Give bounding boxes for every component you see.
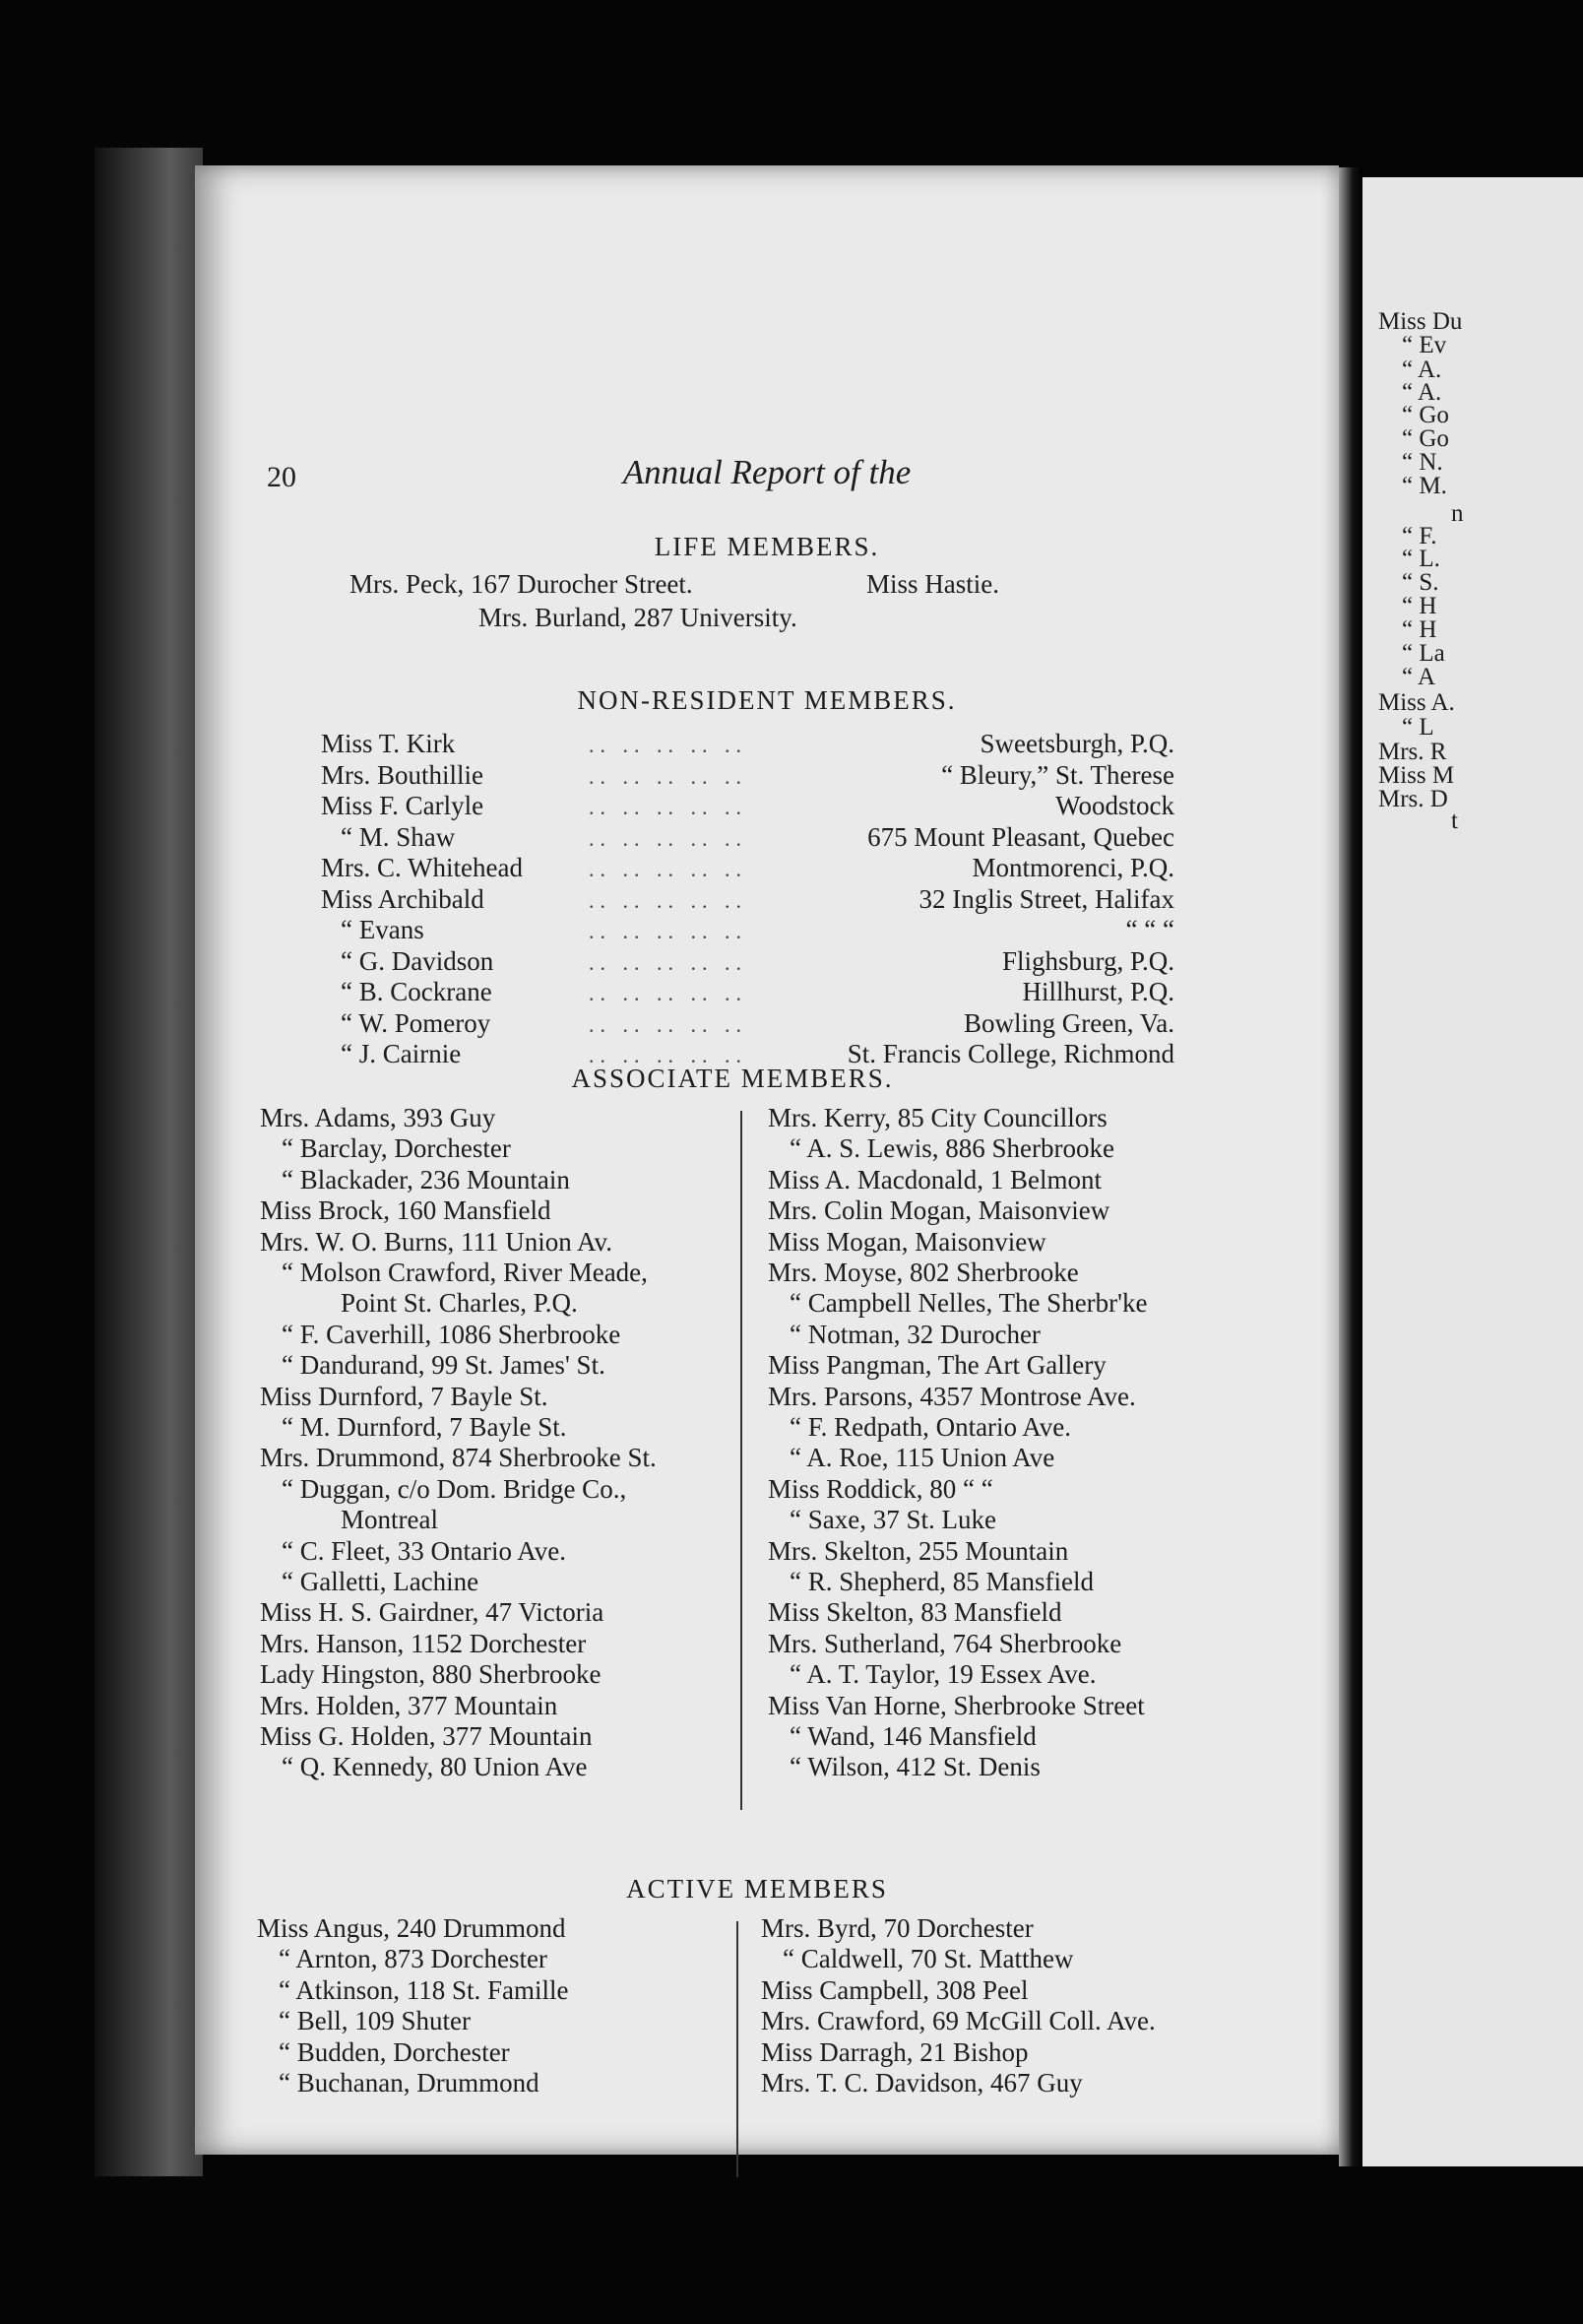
member-entry: Miss Campbell, 308 Peel xyxy=(761,1974,1029,2005)
member-entry: “ A. Roe, 115 Union Ave xyxy=(790,1443,1055,1473)
member-entry: “ Dandurand, 99 St. James' St. xyxy=(282,1350,605,1381)
non-resident-name: Miss Archibald xyxy=(321,883,484,914)
leader-dots: .. .. .. .. .. xyxy=(589,1011,747,1037)
non-resident-location: Bowling Green, Va. xyxy=(964,1007,1174,1038)
member-entry: Mrs. Kerry, 85 City Councillors xyxy=(768,1103,1108,1132)
member-entry: Mrs. Crawford, 69 McGill Coll. Ave. xyxy=(761,2006,1156,2036)
member-entry: “ Atkinson, 118 St. Famille xyxy=(279,1974,569,2005)
non-resident-location: St. Francis College, Richmond xyxy=(847,1039,1174,1068)
non-resident-location: “ Bleury,” St. Therese xyxy=(941,759,1174,790)
member-entry: “ Bell, 109 Shuter xyxy=(279,2006,471,2036)
member-entry: “ Caldwell, 70 St. Matthew xyxy=(783,1944,1074,1974)
member-entry: Lady Hingston, 880 Sherbrooke xyxy=(260,1659,602,1690)
facing-page-line: “ H xyxy=(1402,593,1437,619)
facing-page-line: “ La xyxy=(1402,640,1445,667)
book-spine-shadow xyxy=(95,148,203,2176)
non-resident-name: Miss T. Kirk xyxy=(321,729,456,758)
non-resident-location: 32 Inglis Street, Halifax xyxy=(918,883,1174,914)
member-entry: Mrs. T. C. Davidson, 467 Guy xyxy=(761,2068,1083,2098)
facing-page-line: “ A. xyxy=(1402,379,1442,406)
member-entry: Mrs. Parsons, 4357 Montrose Ave. xyxy=(768,1381,1136,1411)
member-entry: “ Galletti, Lachine xyxy=(282,1567,479,1596)
facing-page-line: Miss A. xyxy=(1378,689,1455,716)
non-resident-heading: NON-RESIDENT MEMBERS. xyxy=(577,685,957,715)
non-resident-location: Flighsburg, P.Q. xyxy=(1001,945,1174,976)
non-resident-location: “ “ “ xyxy=(1125,915,1174,944)
facing-page-line: “ L. xyxy=(1402,546,1440,572)
life-member-line: Mrs. Burland, 287 University. xyxy=(478,603,797,632)
facing-page-line: “ F. xyxy=(1402,523,1437,549)
member-entry: “ A. T. Taylor, 19 Essex Ave. xyxy=(790,1659,1097,1690)
member-entry: “ Arnton, 873 Dorchester xyxy=(279,1944,547,1974)
non-resident-name: Mrs. Bouthillie xyxy=(321,759,484,790)
member-entry: Miss Skelton, 83 Mansfield xyxy=(768,1597,1062,1628)
non-resident-name: “ Evans xyxy=(341,915,424,944)
non-resident-location: Montmorenci, P.Q. xyxy=(972,853,1174,882)
non-resident-location: 675 Mount Pleasant, Quebec xyxy=(867,821,1174,852)
member-entry: Mrs. Sutherland, 764 Sherbrooke xyxy=(768,1628,1122,1658)
facing-page-line: “ L xyxy=(1402,714,1434,741)
member-entry: Miss Mogan, Maisonview xyxy=(768,1226,1046,1257)
non-resident-name: “ J. Cairnie xyxy=(341,1039,462,1068)
member-entry: “ Notman, 32 Durocher xyxy=(790,1319,1041,1349)
running-head: Annual Report of the xyxy=(622,453,912,491)
leader-dots: .. .. .. .. .. xyxy=(589,1043,747,1067)
member-entry: “ Budden, Dorchester xyxy=(279,2036,510,2067)
member-entry: Mrs. Drummond, 874 Sherbrooke St. xyxy=(260,1443,657,1473)
non-resident-location: Woodstock xyxy=(1055,791,1174,820)
life-member-line: Miss Hastie. xyxy=(866,569,999,599)
active-heading: ACTIVE MEMBERS xyxy=(626,1874,888,1904)
facing-page-line: “ A. xyxy=(1402,356,1442,383)
member-entry: Mrs. Moyse, 802 Sherbrooke xyxy=(768,1258,1079,1287)
non-resident-name: “ G. Davidson xyxy=(341,945,494,976)
non-resident-name: Mrs. C. Whitehead xyxy=(321,853,523,882)
left-page xyxy=(195,165,1339,2155)
member-entry: “ Wilson, 412 St. Denis xyxy=(790,1752,1041,1782)
non-resident-location: Sweetsburgh, P.Q. xyxy=(980,729,1174,758)
member-entry: “ A. S. Lewis, 886 Sherbrooke xyxy=(790,1133,1114,1164)
member-entry: “ Saxe, 37 St. Luke xyxy=(790,1505,996,1535)
member-entry: “ Duggan, c/o Dom. Bridge Co., xyxy=(282,1473,627,1504)
facing-page-line: “ Go xyxy=(1402,402,1449,428)
member-entry: Miss Darragh, 21 Bishop xyxy=(761,2036,1029,2067)
member-entry: “ Barclay, Dorchester xyxy=(282,1133,511,1164)
column-divider xyxy=(736,1921,738,2177)
facing-page-line: Mrs. D xyxy=(1378,786,1448,812)
leader-dots: .. .. .. .. .. xyxy=(589,981,747,1005)
member-entry: Miss Pangman, The Art Gallery xyxy=(768,1350,1107,1381)
leader-dots: .. .. .. .. .. xyxy=(589,949,747,975)
leader-dots: .. .. .. .. .. xyxy=(589,919,747,943)
facing-page-line: Mrs. R xyxy=(1378,739,1447,765)
facing-page-line: “ Go xyxy=(1402,425,1449,452)
member-entry: Miss Angus, 240 Drummond xyxy=(257,1913,566,1943)
page-number: 20 xyxy=(267,461,296,493)
member-entry: “ Wand, 146 Mansfield xyxy=(790,1721,1037,1751)
facing-page-line: “ Ev xyxy=(1402,332,1447,358)
member-entry: Mrs. Skelton, 255 Mountain xyxy=(768,1535,1069,1566)
leader-dots: .. .. .. .. .. xyxy=(589,857,747,881)
member-entry: Miss Roddick, 80 “ “ xyxy=(768,1473,993,1504)
member-entry: Miss Van Horne, Sherbrooke Street xyxy=(768,1690,1145,1720)
facing-page-line: Miss Du xyxy=(1378,308,1463,335)
associate-heading: ASSOCIATE MEMBERS. xyxy=(571,1064,894,1093)
member-entry: “ Molson Crawford, River Meade, xyxy=(282,1258,648,1287)
member-entry: “ R. Shepherd, 85 Mansfield xyxy=(790,1567,1094,1596)
leader-dots: .. .. .. .. .. xyxy=(589,887,747,913)
facing-page-line: “ M. xyxy=(1402,473,1447,499)
facing-page-fragment xyxy=(1362,177,1583,2166)
facing-page-line: t xyxy=(1451,807,1458,834)
facing-page-line: Miss M xyxy=(1378,762,1455,789)
member-entry: Miss Durnford, 7 Bayle St. xyxy=(260,1381,548,1411)
facing-page-line: “ H xyxy=(1402,616,1437,643)
member-entry: Miss A. Macdonald, 1 Belmont xyxy=(768,1164,1102,1194)
non-resident-name: Miss F. Carlyle xyxy=(321,791,484,820)
member-entry: Mrs. Adams, 393 Guy xyxy=(260,1103,496,1132)
member-entry: Mrs. Hanson, 1152 Dorchester xyxy=(260,1628,587,1658)
member-entry: Mrs. Colin Mogan, Maisonview xyxy=(768,1195,1110,1226)
leader-dots: .. .. .. .. .. xyxy=(589,795,747,819)
member-entry: “ Campbell Nelles, The Sherbr'ke xyxy=(790,1288,1148,1319)
member-entry: “ Buchanan, Drummond xyxy=(279,2068,539,2098)
member-entry: “ F. Redpath, Ontario Ave. xyxy=(790,1412,1072,1442)
column-divider xyxy=(740,1111,742,1810)
non-resident-name: “ W. Pomeroy xyxy=(341,1007,491,1038)
member-entry: Point St. Charles, P.Q. xyxy=(341,1288,578,1319)
member-entry: Miss G. Holden, 377 Mountain xyxy=(260,1721,593,1751)
life-member-line: Mrs. Peck, 167 Durocher Street. xyxy=(349,569,693,599)
member-entry: Mrs. Byrd, 70 Dorchester xyxy=(761,1913,1034,1943)
non-resident-name: “ M. Shaw xyxy=(341,821,456,852)
member-entry: “ F. Caverhill, 1086 Sherbrooke xyxy=(282,1319,621,1349)
non-resident-name: “ B. Cockrane xyxy=(341,977,492,1006)
member-entry: Mrs. W. O. Burns, 111 Union Av. xyxy=(260,1226,613,1257)
member-entry: “ M. Durnford, 7 Bayle St. xyxy=(282,1412,567,1442)
leader-dots: .. .. .. .. .. xyxy=(589,825,747,851)
member-entry: “ C. Fleet, 33 Ontario Ave. xyxy=(282,1535,566,1566)
member-entry: Mrs. Holden, 377 Mountain xyxy=(260,1690,558,1720)
non-resident-location: Hillhurst, P.Q. xyxy=(1022,977,1174,1006)
member-entry: “ Blackader, 236 Mountain xyxy=(282,1164,570,1194)
facing-page-line: n xyxy=(1451,500,1464,527)
leader-dots: .. .. .. .. .. xyxy=(589,733,747,757)
life-members-heading: LIFE MEMBERS. xyxy=(654,532,880,561)
member-entry: “ Q. Kennedy, 80 Union Ave xyxy=(282,1752,588,1782)
facing-page-line: “ S. xyxy=(1402,569,1439,596)
facing-page-line: “ A xyxy=(1402,664,1436,690)
member-entry: Miss Brock, 160 Mansfield xyxy=(260,1195,551,1226)
leader-dots: .. .. .. .. .. xyxy=(589,763,747,789)
facing-page-line: “ N. xyxy=(1402,449,1443,476)
member-entry: Miss H. S. Gairdner, 47 Victoria xyxy=(260,1597,604,1628)
member-entry: Montreal xyxy=(341,1505,438,1535)
book-gutter xyxy=(1339,167,1362,2166)
